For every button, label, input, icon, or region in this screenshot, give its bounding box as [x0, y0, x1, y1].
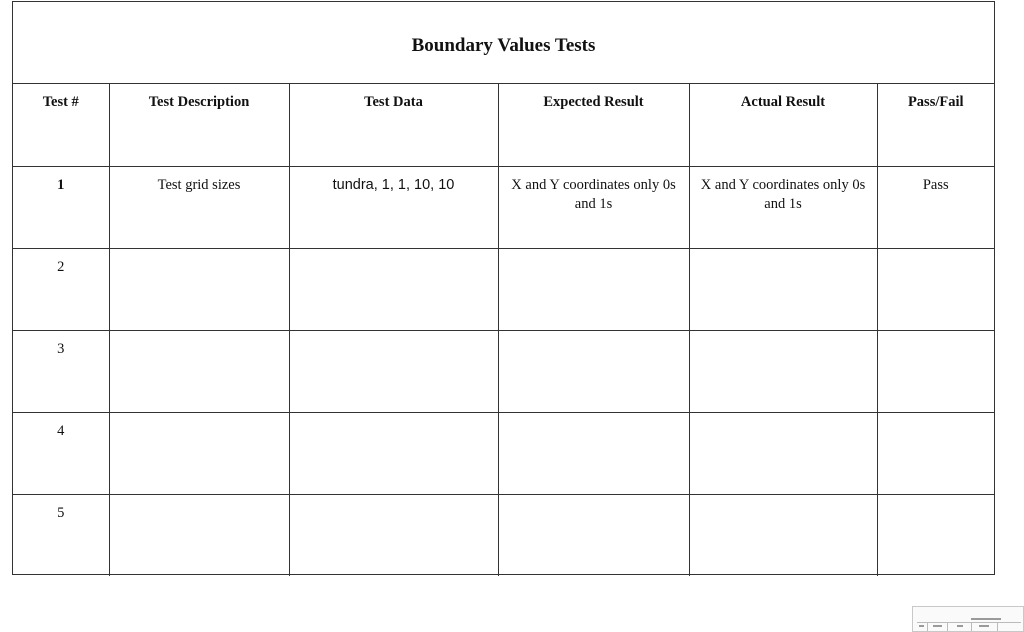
header-actual-result: Actual Result: [689, 84, 877, 166]
cell-expected-result: [498, 330, 689, 412]
header-row: [13, 84, 994, 166]
header-expected-result: Expected Result: [498, 84, 689, 166]
cell-actual-result: X and Y coordinates only 0s and 1s: [689, 166, 877, 248]
table-row: [13, 166, 994, 248]
cell-test-data: tundra, 1, 1, 10, 10: [289, 166, 498, 248]
cell-test-number: 2: [13, 248, 109, 330]
cell-expected-result: X and Y coordinates only 0s and 1s: [498, 166, 689, 248]
cell-actual-result: [689, 248, 877, 330]
cell-test-number: 1: [13, 166, 109, 248]
thumbnail-text-mark: [919, 625, 924, 627]
cell-description: [109, 494, 289, 576]
thumbnail-rule: [917, 622, 1021, 623]
cell-pass-fail: [877, 494, 994, 576]
cell-pass-fail: [877, 330, 994, 412]
cell-pass-fail: [877, 248, 994, 330]
header-test-data: Test Data: [289, 84, 498, 166]
cell-actual-result: [689, 412, 877, 494]
header-test-number: Test #: [13, 84, 109, 166]
cell-description: [109, 330, 289, 412]
cell-description: [109, 412, 289, 494]
thumbnail-column-line: [947, 622, 948, 632]
header-test-description: Test Description: [109, 84, 289, 166]
thumbnail-column-line: [971, 622, 972, 632]
thumbnail-column-line: [927, 622, 928, 632]
document-sheet: [12, 1, 995, 575]
cell-test-number: 5: [13, 494, 109, 576]
thumbnail-title-line: [971, 618, 1001, 620]
cell-description: Test grid sizes: [109, 166, 289, 248]
cell-actual-result: [689, 494, 877, 576]
thumbnail-text-mark: [957, 625, 963, 627]
table-row: [13, 248, 994, 330]
table-row: [13, 412, 994, 494]
table-row: [13, 330, 994, 412]
table-row: [13, 494, 994, 576]
cell-pass-fail: [877, 412, 994, 494]
cell-test-data: [289, 248, 498, 330]
cell-expected-result: [498, 494, 689, 576]
thumbnail-column-line: [997, 622, 998, 632]
test-table: [13, 84, 994, 576]
cell-pass-fail: Pass: [877, 166, 994, 248]
title-band: [13, 2, 994, 84]
cell-test-number: 3: [13, 330, 109, 412]
cell-description: [109, 248, 289, 330]
thumbnail-text-mark: [933, 625, 942, 627]
cell-test-number: 4: [13, 412, 109, 494]
cell-expected-result: [498, 412, 689, 494]
page-title: Boundary Values Tests: [411, 35, 596, 56]
cell-test-data: [289, 412, 498, 494]
cell-test-data: [289, 330, 498, 412]
cell-actual-result: [689, 330, 877, 412]
header-pass-fail: Pass/Fail: [877, 84, 994, 166]
thumbnail-text-mark: [979, 625, 989, 627]
page-thumbnail[interactable]: [912, 606, 1024, 632]
cell-test-data: [289, 494, 498, 576]
cell-expected-result: [498, 248, 689, 330]
